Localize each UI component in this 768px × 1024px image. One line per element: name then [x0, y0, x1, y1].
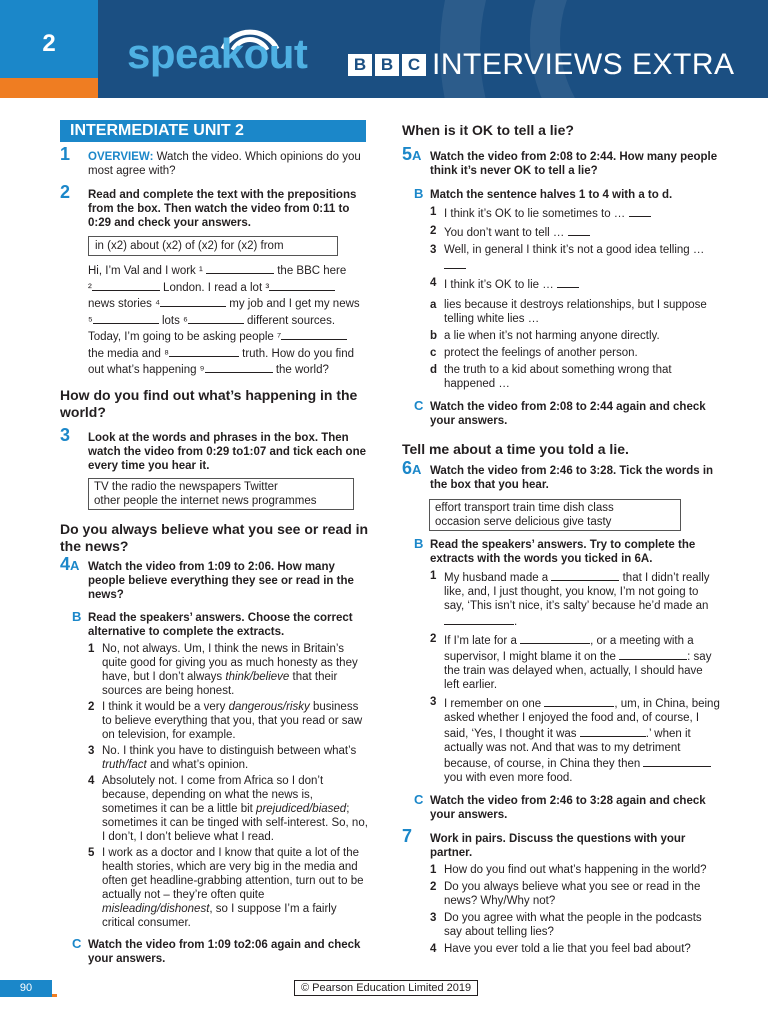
- item-text: How do you find out what’s happening in the world?: [444, 864, 707, 876]
- box-line: other people the internet news programmes: [94, 494, 317, 507]
- item-letter: c: [430, 347, 437, 359]
- section-heading: Tell me about a time you told a lie.: [402, 441, 629, 457]
- list-item: [402, 276, 720, 292]
- section-heading: When is it OK to tell a lie?: [402, 122, 574, 138]
- exercise-number: 3: [60, 424, 71, 445]
- item-text: Do you agree with what the people in the podcasts say about telling lies?: [444, 912, 702, 938]
- exercise-number: [402, 458, 422, 478]
- exercise-number-digit: 4: [60, 553, 71, 574]
- list-item: [402, 346, 720, 360]
- preposition-box: in (x2) about (x2) of (x2) for (x2) from: [88, 236, 338, 256]
- list-item: [402, 695, 720, 785]
- answer-blank[interactable]: [643, 755, 711, 767]
- item-number: 2: [430, 881, 437, 893]
- ex7-items: [402, 863, 720, 956]
- exercise-number: 1: [60, 144, 71, 164]
- exercise-text: Watch the video from 2:46 to 3:28 again and check your answers.: [430, 795, 706, 821]
- answer-blank[interactable]: [629, 205, 651, 217]
- item-number: 3: [430, 696, 437, 708]
- item-text: that their sources are being honest.: [102, 670, 338, 697]
- speakout-logo: speakout: [127, 30, 308, 77]
- bbc-letter: B: [375, 54, 399, 76]
- item-text: Do you always believe what you see or read in the news? Why/Why not?: [444, 881, 701, 907]
- exercise-2: [60, 182, 370, 230]
- list-item: [402, 205, 720, 221]
- exercise-number: 7: [402, 826, 413, 846]
- item-text: and what’s opinion.: [146, 758, 249, 771]
- answer-blank[interactable]: [619, 648, 687, 660]
- unit-number: 2: [42, 30, 56, 57]
- list-item: [402, 942, 720, 956]
- bbc-logo: [348, 54, 426, 76]
- list-item: [402, 224, 720, 240]
- exercise-5b: [402, 188, 720, 202]
- exercise-7: [402, 826, 720, 860]
- words-box: [88, 478, 354, 510]
- item-number: 1: [430, 864, 437, 876]
- exercise-text: Watch the video from 1:09 to2:06 again and check your answers.: [88, 938, 361, 965]
- item-text: .: [514, 616, 518, 628]
- item-text: business to believe everything that you, that you read or saw on television, for example.: [102, 700, 363, 741]
- list-item: [60, 744, 370, 772]
- box-line: effort transport train time dish class: [435, 502, 614, 514]
- list-item: [60, 700, 370, 742]
- ex4b-items: [60, 642, 370, 930]
- item-text: lies because it destroys relationships, but I suppose telling white lies …: [444, 299, 707, 325]
- exercise-letter: A: [412, 148, 422, 163]
- item-text: protect the feelings of another person.: [444, 347, 638, 359]
- passage-text: ⁵: [88, 314, 93, 327]
- answer-blank[interactable]: [444, 257, 466, 269]
- item-number: 2: [88, 700, 95, 713]
- answer-blank[interactable]: [568, 224, 590, 236]
- list-item: [60, 774, 370, 844]
- answer-blank[interactable]: [520, 632, 590, 644]
- page-number: 90: [0, 980, 52, 997]
- list-item: [402, 911, 720, 939]
- blank[interactable]: [93, 312, 159, 324]
- list-item: [402, 298, 720, 326]
- exercise-number-digit: 5: [402, 144, 413, 164]
- exercise-6a: [402, 458, 720, 492]
- item-text: the truth to a kid about something wrong that happened …: [444, 364, 672, 390]
- exercise-letter: A: [70, 557, 80, 573]
- item-text: .’ when it actually was not. And that was to my detriment because, of course, in China they then: [444, 728, 691, 770]
- exercise-letter: B: [72, 608, 82, 624]
- item-text: I remember on one: [444, 698, 542, 710]
- item-text: No, not always. Um, I think the news in Britain’s quite good for giving you as much honesty as they have, but I don’t always: [102, 642, 358, 683]
- alternative-choice[interactable]: dangerous/risky: [228, 700, 310, 713]
- item-number: 4: [430, 277, 437, 289]
- exercise-number: [402, 144, 422, 164]
- item-text: I think it’s OK to lie sometimes to …: [444, 208, 626, 220]
- item-text: If I’m late for a: [444, 635, 517, 647]
- exercise-text: Watch the video from 2:08 to 2:44 again and check your answers.: [430, 401, 706, 427]
- item-text: My husband made a: [444, 572, 549, 584]
- passage-text: the BBC here: [277, 265, 347, 277]
- exercise-letter: B: [414, 186, 424, 201]
- exercise-text: Look at the words and phrases in the box. Then watch the video from 0:29 to1:07 and tick each one every time you hear it.: [88, 431, 366, 472]
- item-number: 1: [88, 642, 95, 655]
- item-number: 4: [430, 943, 437, 955]
- exercise-letter: C: [72, 935, 82, 951]
- list-item: [402, 863, 720, 877]
- answer-blank[interactable]: [551, 569, 619, 581]
- item-text: , or a meeting with a supervisor, I might blame it on the: [444, 635, 694, 663]
- exercise-letter: C: [414, 792, 424, 807]
- box-line: TV the radio the newspapers Twitter: [94, 480, 278, 493]
- ex2-passage: [88, 262, 370, 378]
- alternative-choice[interactable]: misleading/dishonest: [102, 902, 210, 915]
- passage-text: lots ⁶: [161, 314, 188, 327]
- alternative-choice[interactable]: truth/fact: [102, 758, 147, 771]
- item-text: , so I suppose I’m a fairly critical consumer.: [102, 902, 337, 929]
- page-header: [0, 0, 768, 98]
- blank[interactable]: [160, 295, 226, 307]
- list-item: [60, 642, 370, 698]
- blank[interactable]: [205, 361, 273, 373]
- exercise-text: Work in pairs. Discuss the questions with your partner.: [430, 833, 686, 859]
- answer-blank[interactable]: [557, 276, 579, 288]
- item-text: Have you ever told a lie that you feel bad about?: [444, 943, 691, 955]
- passage-text: out what’s happening ⁹: [88, 364, 205, 376]
- exercise-6b: [402, 538, 720, 566]
- exercise-5c: [402, 400, 720, 428]
- item-text: I think it would be a very: [102, 700, 229, 713]
- item-letter: d: [430, 364, 438, 376]
- exercise-3: [60, 424, 370, 473]
- passage-text: news stories ⁴: [88, 298, 161, 310]
- exercise-text: Read and complete the text with the prepositions from the box. Then watch the video from 0:11 to 0:29 and check your answers.: [88, 189, 357, 229]
- ex6b-items: [402, 569, 720, 785]
- bbc-letter: B: [348, 54, 372, 76]
- ex5b-lettered: [402, 298, 720, 391]
- item-text: a lie when it’s not harming anyone directly.: [444, 330, 660, 342]
- ex5b-numbered: [402, 205, 720, 292]
- passage-text: different sources.: [247, 314, 336, 327]
- exercise-4c: [60, 935, 370, 966]
- exercise-6c: [402, 794, 720, 822]
- item-letter: b: [430, 330, 438, 342]
- exercise-text: Match the sentence halves 1 to 4 with a to d.: [430, 189, 673, 201]
- exercise-4a: [60, 553, 370, 602]
- answer-blank[interactable]: [444, 613, 514, 625]
- blank[interactable]: [169, 345, 239, 357]
- item-text: Absolutely not. I come from Africa so I don’t because, depending on what the news is, sometimes it can be a little bit: [102, 774, 324, 815]
- exercise-text: Read the speakers’ answers. Try to complete the extracts with the words you ticked in 6A.: [430, 539, 696, 565]
- answer-blank[interactable]: [544, 695, 614, 707]
- header-title: INTERVIEWS EXTRA: [432, 48, 735, 81]
- item-text: that I didn’t really like, and, I just thought, you know, I’m not going to say, ‘This isn’t nice, it’s salty’ because he’d made an: [444, 572, 710, 612]
- list-item: [402, 243, 720, 273]
- passage-text: London. I read a lot ³: [163, 281, 270, 294]
- item-text: I think it’s OK to lie …: [444, 279, 554, 291]
- copyright-notice: © Pearson Education Limited 2019: [294, 980, 478, 996]
- list-item: [402, 880, 720, 908]
- left-column: [60, 120, 370, 966]
- list-item: [402, 329, 720, 343]
- blank[interactable]: [92, 279, 160, 291]
- item-number: 3: [88, 744, 95, 757]
- passage-text: truth. How do you find: [242, 347, 355, 360]
- section-heading: How do you find out what’s happening in the world?: [60, 386, 358, 420]
- item-text: I work as a doctor and I know that quite a lot of the health stories, which are very big in the media and often get headline-grabbing attention, turn out to be actually not – they’re often quite: [102, 846, 364, 901]
- item-text: : say the train was delayed when, actually, I should have left earlier.: [444, 651, 712, 691]
- passage-text: the media and ⁸: [88, 347, 169, 360]
- item-number: 1: [430, 206, 437, 218]
- item-text: Well, in general I think it’s not a good idea telling …: [444, 244, 705, 256]
- item-number: 1: [430, 570, 437, 582]
- item-text: , um, in China, being asked whether I enjoyed the food and, of course, I said, ‘Yes, I thought it was: [444, 698, 720, 740]
- right-column: [402, 120, 720, 958]
- exercise-number: [60, 553, 80, 574]
- exercise-text: Watch the video from 2:08 to 2:44. How many people think it’s never OK to tell a lie?: [430, 151, 718, 177]
- passage-text: ²: [88, 281, 92, 294]
- item-text: you with even more food.: [444, 772, 573, 784]
- unit-title: INTERMEDIATE UNIT 2: [60, 120, 366, 142]
- orange-stripe: [0, 78, 98, 98]
- answer-blank[interactable]: [580, 725, 646, 737]
- bbc-letter: C: [402, 54, 426, 76]
- item-text: You don’t want to tell …: [444, 227, 565, 239]
- item-number: 2: [430, 633, 437, 645]
- words-box: [429, 499, 681, 531]
- item-number: 5: [88, 846, 95, 859]
- item-letter: a: [430, 299, 437, 311]
- exercise-number-digit: 6: [402, 458, 413, 478]
- box-line: occasion serve delicious give tasty: [435, 516, 612, 528]
- overview-label: OVERVIEW:: [88, 151, 154, 163]
- blank[interactable]: [269, 279, 335, 291]
- item-number: 4: [88, 774, 95, 787]
- exercise-letter: B: [414, 536, 424, 551]
- item-text: ; sometimes it can be tinged with self-interest. So, no, I don’t, I don’t believe what I read.: [102, 802, 368, 843]
- blank[interactable]: [281, 328, 347, 340]
- alternative-choice[interactable]: prejudiced/biased: [256, 802, 347, 815]
- list-item: [402, 569, 720, 629]
- blank[interactable]: [206, 262, 274, 274]
- exercise-1: [60, 144, 370, 178]
- passage-text: my job and I get my news: [229, 298, 360, 310]
- item-text: No. I think you have to distinguish between what’s: [102, 744, 357, 757]
- passage-text: Today, I’m going to be asking people ⁷: [88, 331, 282, 343]
- list-item: [402, 632, 720, 692]
- exercise-number: 2: [60, 182, 71, 202]
- passage-text: the world?: [275, 364, 329, 376]
- exercise-text: Watch the video from 2:46 to 3:28. Tick the words in the box that you hear.: [430, 465, 714, 491]
- item-number: 3: [430, 912, 437, 924]
- passage-text: Hi, I’m Val and I work ¹: [88, 265, 203, 277]
- list-item: [60, 846, 370, 930]
- blank[interactable]: [188, 312, 244, 324]
- exercise-letter: C: [414, 398, 424, 413]
- item-number: 3: [430, 244, 437, 256]
- exercise-text: Read the speakers’ answers. Choose the correct alternative to complete the extracts.: [88, 611, 353, 638]
- footer-accent: [52, 994, 57, 997]
- section-heading: Do you always believe what you see or read in the news?: [60, 520, 369, 554]
- exercise-5a: [402, 144, 720, 178]
- exercise-4b: [60, 608, 370, 639]
- exercise-letter: A: [412, 462, 422, 477]
- exercise-text: Watch the video. Which opinions do you most agree with?: [88, 151, 361, 177]
- exercise-text: Watch the video from 1:09 to 2:06. How many people believe everything they see or read in the news?: [88, 560, 354, 601]
- alternative-choice[interactable]: think/believe: [225, 670, 290, 683]
- item-number: 2: [430, 225, 437, 237]
- list-item: [402, 363, 720, 391]
